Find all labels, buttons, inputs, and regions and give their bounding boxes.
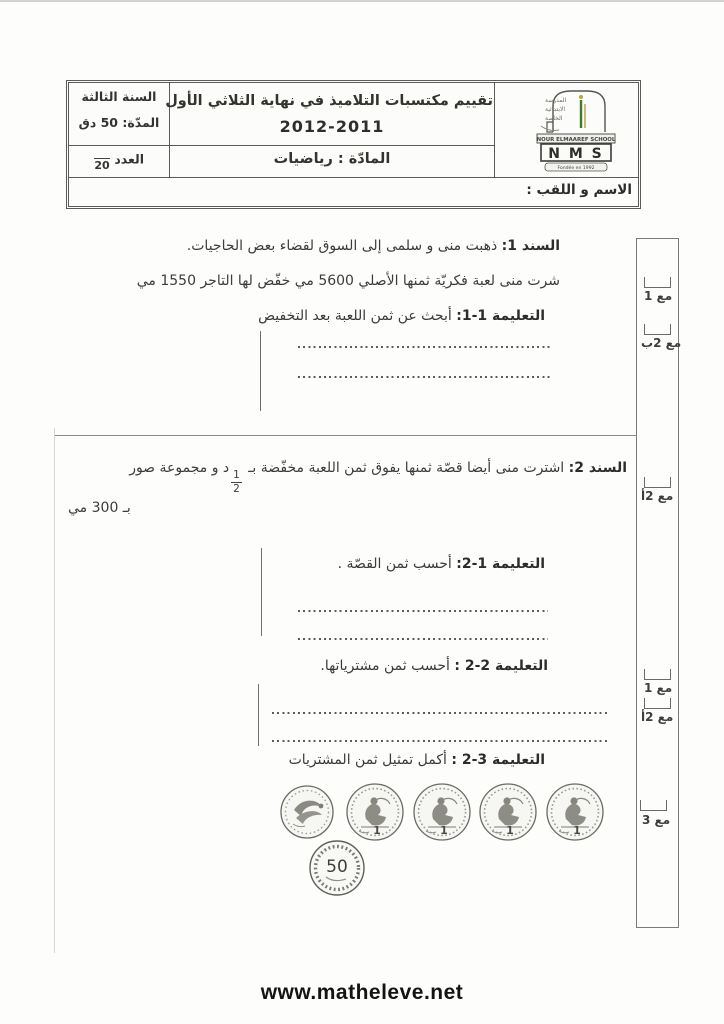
answer-rule-2 (261, 548, 262, 636)
section1-line2: شرت منى لعبة فكريّة ثمنها الأصلي 5600 مي خفّض لها التاجر 1550 مي (136, 273, 560, 289)
subject: المادّة : رياضيات (273, 151, 391, 167)
coin-fifty-value: 50 (326, 857, 348, 877)
answer-rule-1 (260, 331, 261, 411)
instruction-1-1-label: التعليمة 1-1: (456, 308, 545, 324)
grade-bracket-6 (640, 800, 667, 811)
grade-label-4: مع 1 (644, 681, 673, 695)
score-blank (94, 149, 110, 159)
section1-line1-text: ذهبت منى و سلمى إلى السوق لقضاء بعض الحاجيات. (186, 238, 498, 254)
instruction-3-2-label: التعليمة 3-2 : (451, 752, 545, 768)
school-logo-graphic (501, 86, 631, 174)
instruction-1-2-text: أحسب ثمن القصّة . (337, 556, 452, 572)
answer-line-5 (272, 712, 607, 714)
instruction-2-2-text: أحسب ثمن مشترياتها. (320, 658, 450, 674)
duration: المدّة: 50 دق (78, 115, 160, 130)
section2-line1a: اشترت منى أيضا قصّة ثمنها يفوق ثمن اللعبة مخفّضة بـ (248, 460, 565, 476)
grade-bracket-3 (644, 477, 671, 488)
school-logo (501, 86, 631, 174)
header-divider-h2 (69, 177, 638, 178)
score-denominator: 20 (94, 159, 110, 172)
coin-3-value: 1 (506, 824, 514, 837)
instruction-3-2-text: أكمل تمثيل ثمن المشتريات (288, 752, 447, 768)
coin-2-value: 1 (440, 824, 448, 837)
coins-illustration (270, 782, 610, 900)
grade-level: السنة الثالثة (81, 89, 157, 104)
coin-bird (281, 786, 333, 838)
fraction-numerator: 1 (233, 469, 240, 481)
score-label: العدد (114, 151, 145, 167)
grade-bracket-5 (644, 698, 671, 709)
grade-label-2: مع 2ب (641, 336, 682, 350)
section2-line1 (129, 460, 627, 494)
answer-line-1 (298, 346, 550, 348)
name-label: الاسم و اللقب : (526, 182, 632, 198)
section2-label: السند 2: (568, 460, 627, 476)
grade-bracket-4 (644, 669, 671, 680)
grade-label-5: مع 2أ (641, 710, 674, 724)
logo-arabic-line2: الابتدائية (545, 106, 566, 113)
grade-bracket-1 (644, 277, 671, 288)
grade-label-3: مع 2أ (641, 489, 674, 503)
grade-label-6: مع 3 (642, 813, 671, 827)
fraction-denominator: 2 (233, 482, 240, 495)
logo-banner-text: NOUR ELMAAREF SCHOOL (536, 137, 616, 143)
logo-founded: Fondée en 1992 (557, 166, 595, 171)
instruction-1-2 (338, 556, 545, 572)
answer-rule-3 (258, 684, 259, 746)
grade-bracket-2 (644, 324, 671, 335)
fraction-unit: د (222, 460, 230, 476)
logo-arabic-line1: المدرسة (545, 97, 567, 104)
header-table (68, 82, 639, 207)
scan-edge-top (0, 0, 724, 2)
answer-line-6 (272, 740, 607, 742)
section-divider (55, 435, 637, 436)
score-fraction (94, 149, 110, 171)
header-divider-v2 (494, 83, 495, 177)
instruction-2-2 (320, 658, 548, 674)
coin-4-value: 1 (573, 824, 581, 837)
answer-line-3 (298, 610, 548, 612)
footer-url: www.matheleve.net (260, 981, 464, 1004)
half-dinar-fraction (231, 470, 242, 494)
exam-title: تقييم مكتسبات التلاميذ في نهاية الثلاثي الأول (165, 93, 493, 109)
instruction-1-1 (258, 308, 545, 324)
section2-line2: بـ 300 مي (68, 500, 131, 516)
section2-line1b: و مجموعة صور (129, 460, 219, 476)
instruction-1-2-label: التعليمة 1-2: (456, 556, 545, 572)
logo-acronym: N M S (548, 146, 604, 162)
instruction-2-2-label: التعليمة 2-2 : (454, 658, 548, 674)
exam-year: 2012-2011 (279, 117, 385, 136)
answer-line-4 (298, 638, 548, 640)
header-divider-h1 (69, 145, 494, 146)
instruction-3-2 (289, 752, 545, 768)
score-cell (69, 149, 169, 171)
logo-arabic-line3: الخاصة (545, 115, 563, 122)
instruction-1-1-text: أبحث عن ثمن اللعبة بعد التخفيض (258, 308, 452, 324)
coins-graphic (270, 782, 610, 900)
grade-label-1: مع 1 (644, 289, 673, 303)
section1-line1 (187, 238, 560, 254)
section1-label: السند 1: (501, 238, 560, 254)
answer-line-2 (298, 376, 550, 378)
scan-edge-left (54, 428, 55, 953)
coin-1-value: 1 (373, 824, 381, 837)
